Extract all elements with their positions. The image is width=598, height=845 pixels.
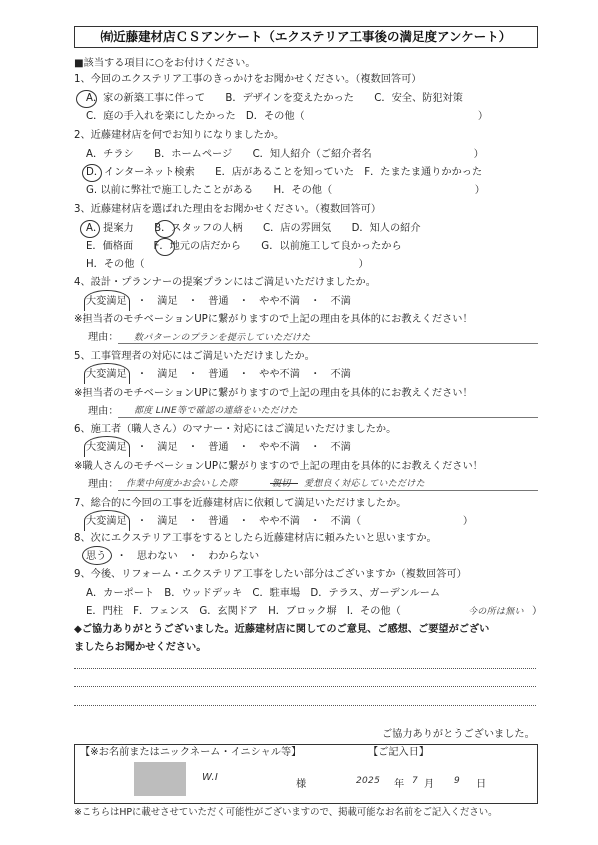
q9-other-handwritten: 今の所は無い <box>468 607 524 617</box>
name-label: 【※お名前またはニックネーム・イニシャル等】 <box>80 747 302 758</box>
q6-reason-line <box>118 490 538 491</box>
date-month: 7 <box>412 776 419 786</box>
q6-question: 6、施工者（職人さん）のマナー・対応にはご満足いただけましたか。 <box>74 424 397 435</box>
q1-options-row1: A．家の新築工事に伴って B．デザインを変えたかった C．安全、防犯対策 <box>86 93 463 104</box>
q3-answer-circle-f <box>155 238 175 256</box>
q7-question: 7、総合的に今回の工事を近藤建材店に依頼して満足いただけましたか。 <box>74 498 407 509</box>
q8-answer-circle <box>82 546 112 565</box>
q1-options-row2: C．庭の手入れを楽にしたかった D．その他（ ） <box>86 111 489 122</box>
q2-options-row3: G. 以前に弊社で施工したことがある H．その他（ ） <box>86 185 485 196</box>
q4-answer-circle <box>84 290 130 311</box>
q4-reason-line <box>118 343 538 344</box>
q4-scale: 大変満足 ・ 満足 ・ 普通 ・ やや不満 ・ 不満 <box>86 296 351 307</box>
q3-options-row3: H．その他（ ） <box>86 259 369 270</box>
q1-question: 1、今回のエクステリア工事のきっかけをお聞かせください。（複数回答可） <box>74 74 422 85</box>
q5-question: 5、工事管理者の対応にはご満足いただけましたか。 <box>74 351 315 362</box>
q4-question: 4、設計・プランナーの提案プランにはご満足いただけましたか。 <box>74 277 376 288</box>
comment-line-1 <box>74 668 536 669</box>
q5-reason-line <box>118 417 538 418</box>
closing-line-1: ◆ご協力ありがとうございました。近藤建材店に関してのご意見、ご感想、ご要望がござい <box>74 624 490 635</box>
q6-reason-label: 理由： <box>88 479 119 490</box>
q8-options: 思う ・ 思わない ・ わからない <box>86 551 260 562</box>
q8-question: 8、次にエクステリア工事をするとしたら近藤建材店に頼みたいと思いますか。 <box>74 533 437 544</box>
q5-note: ※担当者のモチベーションUPに繋がりますので上記の理由を具体的にお教えください！ <box>74 388 473 399</box>
q6-reason-handwritten-1: 作業中何度かお会いした際 <box>126 479 238 489</box>
instruction-text: ■該当する項目に○をお付けください。 <box>74 58 256 69</box>
footer-note: ※こちらはHPに載せさせていただく可能性がございますので、掲載可能なお名前をご記入ください。 <box>74 807 498 818</box>
survey-title: ㈲近藤建材店ＣＳアンケート（エクステリア工事後の満足度アンケート） <box>74 26 538 48</box>
year-unit: 年 <box>394 779 405 790</box>
redacted-name <box>134 762 186 796</box>
date-label: 【ご記入日】 <box>368 747 430 758</box>
date-day: 9 <box>454 776 461 786</box>
q6-note: ※職人さんのモチベーションUPに繋がりますので上記の理由を具体的にお教えください！ <box>74 461 483 472</box>
q7-answer-circle <box>84 510 130 531</box>
q4-note: ※担当者のモチベーションUPに繋がりますので上記の理由を具体的にお教えください！ <box>74 314 473 325</box>
q1-answer-circle-a <box>76 90 97 108</box>
q6-reason-handwritten-2: 愛想良く対応していただけた <box>304 479 425 489</box>
q3-options-row1: A．提案力 B．スタッフの人柄 C．店の雰囲気 D．知人の紹介 <box>86 223 421 234</box>
q5-answer-circle <box>84 363 130 384</box>
q5-reason-label: 理由： <box>88 406 119 417</box>
q5-scale: 大変満足 ・ 満足 ・ 普通 ・ やや不満 ・ 不満 <box>86 369 351 380</box>
q9-options-row2: E．門柱 F．フェンス G．玄関ドア H．ブロック塀 I．その他（ <box>86 606 401 617</box>
q7-scale: 大変満足 ・ 満足 ・ 普通 ・ やや不満 ・ 不満（ ） <box>86 516 474 527</box>
q4-reason-handwritten: 数パターンのプランを提示していただけた <box>134 333 311 343</box>
closing-thanks: ご協力ありがとうございました。 <box>382 729 535 740</box>
q9-other-close: ） <box>532 606 543 617</box>
day-unit: 日 <box>476 779 487 790</box>
q9-options-row1: A．カーポート B．ウッドデッキ C．駐車場 D．テラス、ガーデンルーム <box>86 588 441 599</box>
q3-answer-circle-a <box>80 220 100 238</box>
q6-strikethrough <box>270 483 298 484</box>
q2-answer-circle-d <box>82 164 102 182</box>
q3-answer-circle-b <box>155 220 175 238</box>
month-unit: 月 <box>424 779 435 790</box>
q6-answer-circle <box>84 436 130 457</box>
q6-reason-struck-word: 親切 <box>272 479 291 489</box>
q2-options-row2: D．インターネット検索 E．店があることを知っていた F．たまたま通りかかった <box>86 167 483 178</box>
initials-handwritten: W.I <box>202 772 219 783</box>
date-year: 2025 <box>356 776 381 786</box>
q2-options-row1: A．チラシ B．ホームページ C．知人紹介（ご紹介者名 ） <box>86 149 484 160</box>
q5-reason-handwritten: 都度 LINE等で確認の連絡をいただけた <box>134 406 298 416</box>
q3-question: 3、近藤建材店を選ばれた理由をお聞かせください。（複数回答可） <box>74 204 382 215</box>
comment-line-2 <box>74 686 536 687</box>
q9-question: 9、今後、リフォーム・エクステリア工事をしたい部分はございますか（複数回答可） <box>74 569 467 580</box>
sama-label: 様 <box>296 779 307 790</box>
q2-question: 2、近藤建材店を何でお知りになりましたか。 <box>74 130 285 141</box>
comment-line-3 <box>74 705 536 706</box>
q4-reason-label: 理由： <box>88 332 119 343</box>
q3-options-row2: E．価格面 F．地元の店だから G．以前施工して良かったから <box>86 241 402 252</box>
q6-scale: 大変満足 ・ 満足 ・ 普通 ・ やや不満 ・ 不満 <box>86 442 351 453</box>
closing-line-2: ましたらお聞かせください。 <box>74 642 207 653</box>
